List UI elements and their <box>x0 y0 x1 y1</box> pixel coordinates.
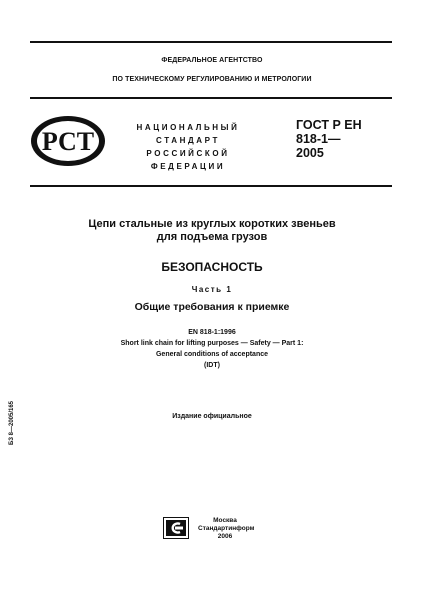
edition-label: Издание официальное <box>172 413 252 420</box>
designation-line-1: ГОСТ Р ЕН <box>296 118 362 132</box>
publisher-city: Москва <box>213 517 237 524</box>
national-standard-line-1: НАЦИОНАЛЬНЫЙ <box>136 123 240 132</box>
publisher-logo <box>163 517 189 539</box>
title-line-1: Цепи стальные из круглых коротких звеньев <box>88 218 336 230</box>
title-safety: БЕЗОПАСНОСТЬ <box>161 260 263 274</box>
designation-line-2: 818-1— <box>296 132 341 146</box>
title-subtitle: Общие требования к приемке <box>134 301 290 313</box>
national-standard-line-2: СТАНДАРТ <box>156 136 220 145</box>
reference-idt: (IDT) <box>204 362 220 369</box>
reference-english-1: Short link chain for lifting purposes — Safety — Part 1: <box>120 340 304 347</box>
gost-r-logo <box>29 114 107 168</box>
agency-line-1: ФЕДЕРАЛЬНОЕ АГЕНТСТВО <box>161 57 263 64</box>
side-code: БЗ 8—2005/165 <box>9 400 15 445</box>
top-rule <box>30 41 392 43</box>
publisher-year: 2006 <box>217 533 233 540</box>
reference-english-2: General conditions of acceptance <box>155 351 269 358</box>
title-part: Часть 1 <box>191 285 233 294</box>
national-standard-line-4: ФЕДЕРАЦИИ <box>150 162 226 171</box>
title-line-2: для подъема грузов <box>156 231 268 243</box>
national-standard-line-3: РОССИЙСКОЙ <box>146 149 230 158</box>
agency-line-2: ПО ТЕХНИЧЕСКОМУ РЕГУЛИРОВАНИЮ И МЕТРОЛОГИИ <box>112 76 312 83</box>
designation-line-3: 2005 <box>296 146 324 160</box>
gost-r-logo-icon <box>29 114 107 168</box>
reference-code: EN 818-1:1996 <box>188 329 236 336</box>
publisher-name: Стандартинформ <box>198 525 255 532</box>
agency-rule <box>30 97 392 99</box>
logo-mark: РСТ <box>41 127 95 156</box>
header-rule <box>30 185 392 187</box>
publisher-logo-icon <box>163 517 189 539</box>
